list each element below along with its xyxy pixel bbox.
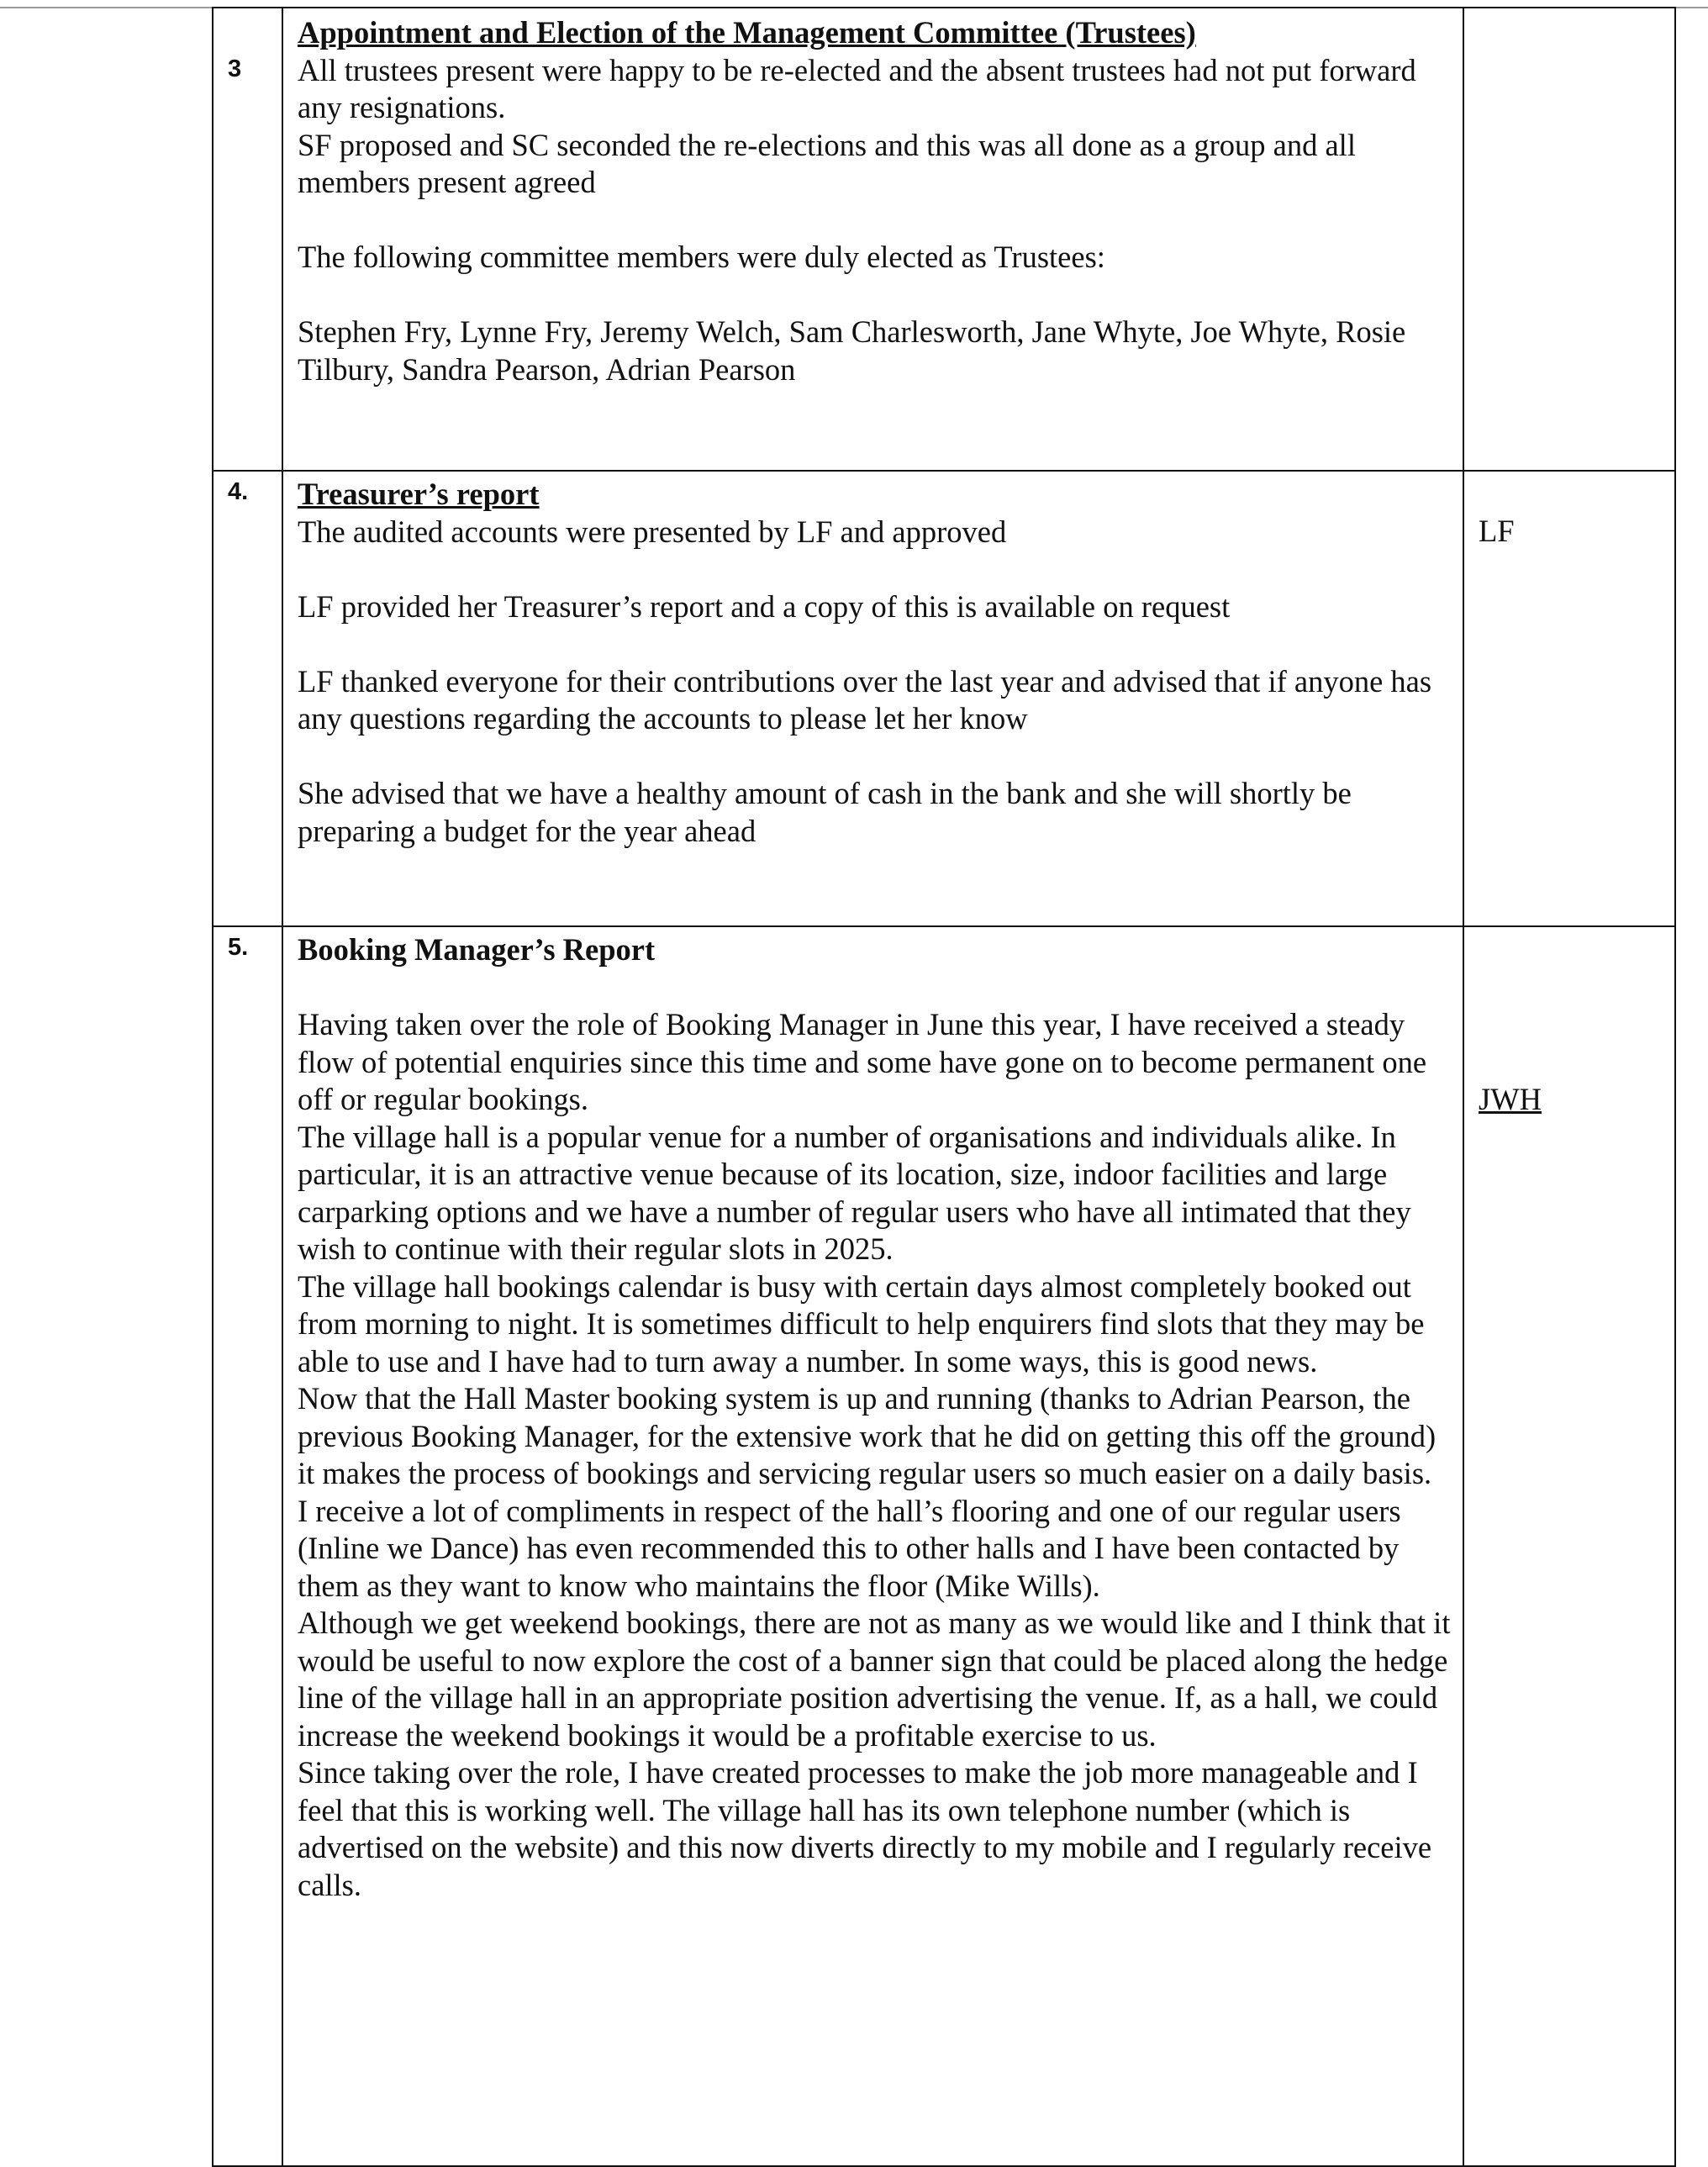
blank-line [298, 738, 1456, 776]
item-body [282, 8, 1463, 471]
minutes-row-4 [213, 471, 1675, 926]
minutes-row-3 [213, 8, 1675, 471]
item-title: Appointment and Election of the Management Committee (Trustees) [298, 15, 1196, 50]
blank-line [298, 625, 1456, 663]
item-action-cell [1463, 926, 1675, 2166]
item-paragraph: Since taking over the role, I have created processes to make the job more manageable and I feel that this is working well. The village hall has its own telephone number (which is advertised on the website) and this now diverts directly to my mobile and I regularly receive calls. [298, 1755, 1432, 1902]
item-action: LF [1463, 471, 1675, 926]
item-paragraph: All trustees present were happy to be re-elected and the absent trustees had not put forward any resignations. [298, 52, 1416, 124]
item-title: Booking Manager’s Report [298, 932, 656, 967]
item-number: 3 [213, 8, 282, 471]
item-number: 5. [213, 926, 282, 2166]
blank-line [298, 202, 1456, 240]
item-action [1463, 8, 1675, 471]
item-body [282, 926, 1463, 2166]
item-paragraph: Having taken over the role of Booking Manager in June this year, I have received a steady flow of potential enquiries since this time and some have gone on to become permanent one off or regular bookings. [298, 1007, 1427, 1116]
item-paragraph: The village hall is a popular venue for a number of organisations and individuals alike. In particular, it is an attractive venue because of its location, size, indoor facilities and large carparking options and we have a number of regular users who have all intimated that they wish to continue with their regular slots in 2025. [298, 1119, 1411, 1266]
item-action: JWH [1479, 1082, 1542, 1116]
blank-line [298, 277, 1456, 314]
item-paragraph: She advised that we have a healthy amount of cash in the bank and she will shortly be preparing a budget for the year ahead [298, 776, 1352, 848]
item-paragraph: Now that the Hall Master booking system is up and running (thanks to Adrian Pearson, the previous Booking Manager, for the extensive work that he did on getting this off the ground) it makes the process of bookings and servicing regular users so much easier on a daily basis. [298, 1381, 1437, 1490]
item-paragraph: LF provided her Treasurer’s report and a copy of this is available on request [298, 588, 1231, 624]
item-paragraph: The following committee members were duly elected as Trustees: [298, 240, 1105, 274]
blank-line [298, 551, 1456, 588]
item-number: 4. [213, 471, 282, 926]
blank-line [298, 969, 1456, 1007]
minutes-table [212, 7, 1676, 2167]
item-paragraph: SF proposed and SC seconded the re-elections and this was all done as a group and all members present agreed [298, 127, 1356, 199]
item-paragraph: Stephen Fry, Lynne Fry, Jeremy Welch, Sam Charlesworth, Jane Whyte, Joe Whyte, Rosie Tilbury, Sandra Pearson, Adrian Pearson [298, 314, 1406, 387]
item-paragraph: Although we get weekend bookings, there are not as many as we would like and I think that it would be useful to now explore the cost of a banner sign that could be placed along the hedge line of the village hall in an appropriate position advertising the venue. If, as a hall, we could increase the weekend bookings it would be a profitable exercise to us. [298, 1605, 1451, 1753]
item-paragraph: The audited accounts were presented by LF and approved [298, 514, 1007, 549]
item-paragraph: LF thanked everyone for their contributions over the last year and advised that if anyone has any questions regarding the accounts to please let her know [298, 663, 1432, 736]
item-paragraph: The village hall bookings calendar is busy with certain days almost completely booked out from morning to night. It is sometimes difficult to help enquirers find slots that they may be able to use and I have had to turn away a number. In some ways, this is good news. [298, 1268, 1425, 1379]
item-body [282, 471, 1463, 926]
item-title: Treasurer’s report [298, 477, 540, 511]
item-paragraph: I receive a lot of compliments in respect of the hall’s flooring and one of our regular users (Inline we Dance) has even recommended this to other halls and I have been contacted by them as they want to know who maintains the floor (Mike Wills). [298, 1493, 1401, 1603]
minutes-row-5 [213, 926, 1675, 2166]
